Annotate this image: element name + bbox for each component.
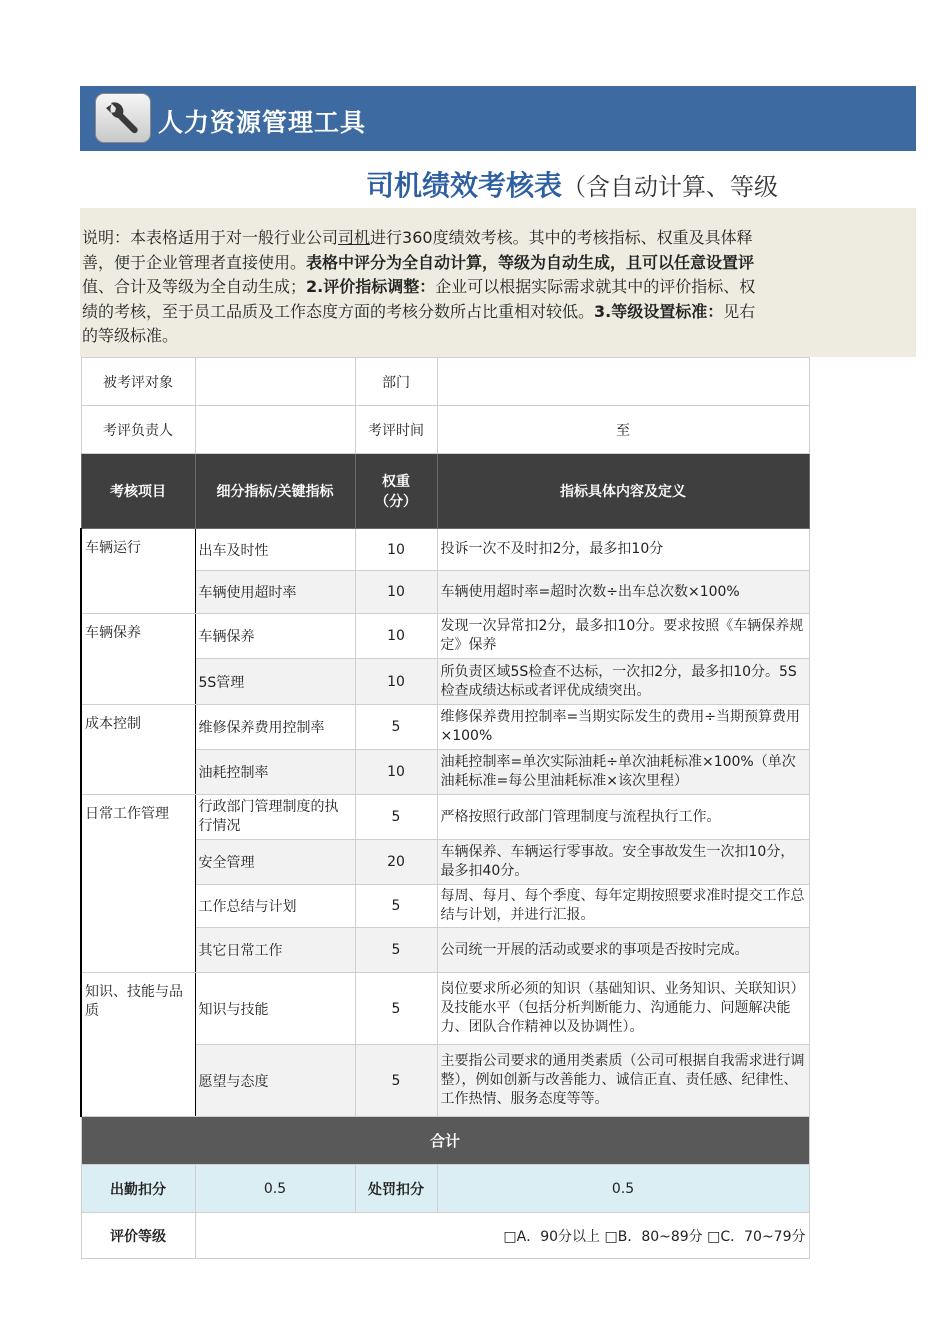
- weight-cell[interactable]: 20: [355, 840, 437, 885]
- time-label: 考评时间: [355, 406, 437, 454]
- category-daily: 日常工作管理: [81, 795, 195, 973]
- rating-label: 评价等级: [81, 1213, 195, 1259]
- definition-cell[interactable]: 所负责区域5S检查不达标，一次扣2分，最多扣10分。5S检查成绩达标或者评优成绩突出。: [437, 659, 809, 705]
- penalty-value[interactable]: 0.5: [437, 1165, 809, 1213]
- weight-cell[interactable]: 5: [355, 1045, 437, 1117]
- definition-cell[interactable]: 维修保养费用控制率=当期实际发生的费用÷当期预算费用×100%: [437, 705, 809, 750]
- indicator-cell[interactable]: 车辆使用超时率: [195, 571, 355, 614]
- wrench-icon: [95, 93, 151, 143]
- note-bold: 2.评价指标调整：: [306, 277, 436, 296]
- dept-input[interactable]: [437, 358, 809, 406]
- indicator-cell[interactable]: 油耗控制率: [195, 750, 355, 795]
- target-input[interactable]: [195, 358, 355, 406]
- total-label: 合计: [81, 1117, 809, 1165]
- note-part: 见右: [723, 301, 756, 321]
- definition-cell[interactable]: 车辆使用超时率=超时次数÷出车总次数×100%: [437, 571, 809, 614]
- weight-cell[interactable]: 10: [355, 529, 437, 571]
- definition-cell[interactable]: 发现一次异常扣2分，最多扣10分。要求按照《车辆保养规定》保养: [437, 614, 809, 659]
- weight-cell[interactable]: 5: [355, 795, 437, 840]
- assessment-table: [80, 357, 810, 1259]
- note-part: 企业可以根据实际需求就其中的评价指标、权: [435, 277, 756, 296]
- total-row: [81, 1117, 809, 1165]
- note-part: 值、合计及等级为全自动生成；: [82, 277, 307, 296]
- info-row: [81, 406, 809, 454]
- table-header: [81, 454, 809, 529]
- note-part: 进行360度绩效考核。其中的考核指标、权重及具体释: [370, 228, 753, 247]
- owner-label: 考评负责人: [81, 406, 195, 454]
- note-bold: 3.等级设置标准：: [594, 301, 724, 321]
- note-part: 说明：本表格适用于对一般行业公司: [82, 228, 339, 247]
- weight-cell[interactable]: 10: [355, 571, 437, 614]
- definition-cell[interactable]: 主要指公司要求的通用类素质（公司可根据自我需求进行调整），例如创新与改善能力、诚信正直、责任感、纪律性、工作热情、服务态度等等。: [437, 1045, 809, 1117]
- table-row: [81, 614, 809, 659]
- definition-cell[interactable]: 公司统一开展的活动或要求的事项是否按时完成。: [437, 928, 809, 973]
- category-knowledge: 知识、技能与品质: [81, 973, 195, 1117]
- note-part: 善，便于企业管理者直接使用。: [82, 252, 307, 272]
- category-cost: 成本控制: [81, 705, 195, 795]
- table-row: [81, 795, 809, 840]
- category-vehicle-maint: 车辆保养: [81, 614, 195, 705]
- instructions-panel: [80, 208, 916, 357]
- instructions-text: [82, 226, 808, 351]
- table-row: [81, 529, 809, 571]
- rating-row: [81, 1213, 809, 1259]
- definition-cell[interactable]: 岗位要求所必须的知识（基础知识、业务知识、关联知识）及技能水平（包括分析判断能力、沟通能力、问题解决能力、团队合作精神以及协调性）。: [437, 973, 809, 1045]
- indicator-cell[interactable]: 行政部门管理制度的执行情况: [195, 795, 355, 840]
- header-weight-line1: 权重: [382, 474, 410, 490]
- indicator-cell[interactable]: 愿望与态度: [195, 1045, 355, 1117]
- table-row: [81, 705, 809, 750]
- attendance-value[interactable]: 0.5: [195, 1165, 355, 1213]
- note-bold: 表格中评分为全自动计算，等级为自动生成，且可以任意设置评: [306, 252, 755, 272]
- title-main: 司机绩效考核表: [366, 169, 563, 202]
- app-title: 人力资源管理工具: [158, 108, 367, 137]
- note-underline: 司机: [338, 228, 371, 247]
- note-part: 的等级标准。: [82, 326, 179, 345]
- header-weight: [355, 454, 437, 529]
- weight-cell[interactable]: 10: [355, 750, 437, 795]
- note-part: 绩的考核，至于员工品质及工作态度方面的考核分数所占比重相对较低。: [82, 301, 595, 321]
- dept-label: 部门: [355, 358, 437, 406]
- indicator-cell[interactable]: 5S管理: [195, 659, 355, 705]
- indicator-cell[interactable]: 知识与技能: [195, 973, 355, 1045]
- attendance-label: 出勤扣分: [81, 1165, 195, 1213]
- definition-cell[interactable]: 严格按照行政部门管理制度与流程执行工作。: [437, 795, 809, 840]
- header-project: 考核项目: [81, 454, 195, 529]
- weight-cell[interactable]: 10: [355, 659, 437, 705]
- time-input[interactable]: 至: [437, 406, 809, 454]
- owner-input[interactable]: [195, 406, 355, 454]
- title-subtitle: （含自动计算、等级: [562, 173, 779, 201]
- indicator-cell[interactable]: 工作总结与计划: [195, 885, 355, 928]
- header-weight-line2: （分）: [375, 494, 417, 510]
- info-row: [81, 358, 809, 406]
- weight-cell[interactable]: 5: [355, 973, 437, 1045]
- header-indicator: 细分指标/关键指标: [195, 454, 355, 529]
- weight-cell[interactable]: 5: [355, 928, 437, 973]
- deduct-row: [81, 1165, 809, 1213]
- weight-cell[interactable]: 10: [355, 614, 437, 659]
- app-banner: [80, 86, 916, 151]
- definition-cell[interactable]: 油耗控制率=单次实际油耗÷单次油耗标准×100%（单次油耗标准=每公里油耗标准×该次里程）: [437, 750, 809, 795]
- indicator-cell[interactable]: 其它日常工作: [195, 928, 355, 973]
- penalty-label: 处罚扣分: [355, 1165, 437, 1213]
- definition-cell[interactable]: 每周、每月、每个季度、每年定期按照要求准时提交工作总结与计划，并进行汇报。: [437, 885, 809, 928]
- document-title: [366, 164, 808, 204]
- weight-cell[interactable]: 5: [355, 885, 437, 928]
- indicator-cell[interactable]: 安全管理: [195, 840, 355, 885]
- indicator-cell[interactable]: 车辆保养: [195, 614, 355, 659]
- target-label: 被考评对象: [81, 358, 195, 406]
- indicator-cell[interactable]: 出车及时性: [195, 529, 355, 571]
- rating-options[interactable]: □A．90分以上 □B．80~89分 □C．70~79分: [195, 1213, 809, 1259]
- header-definition: 指标具体内容及定义: [437, 454, 809, 529]
- weight-cell[interactable]: 5: [355, 705, 437, 750]
- category-vehicle-run: 车辆运行: [81, 529, 195, 614]
- table-row: [81, 973, 809, 1045]
- definition-cell[interactable]: 投诉一次不及时扣2分，最多扣10分: [437, 529, 809, 571]
- indicator-cell[interactable]: 维修保养费用控制率: [195, 705, 355, 750]
- definition-cell[interactable]: 车辆保养、车辆运行零事故。安全事故发生一次扣10分，最多扣40分。: [437, 840, 809, 885]
